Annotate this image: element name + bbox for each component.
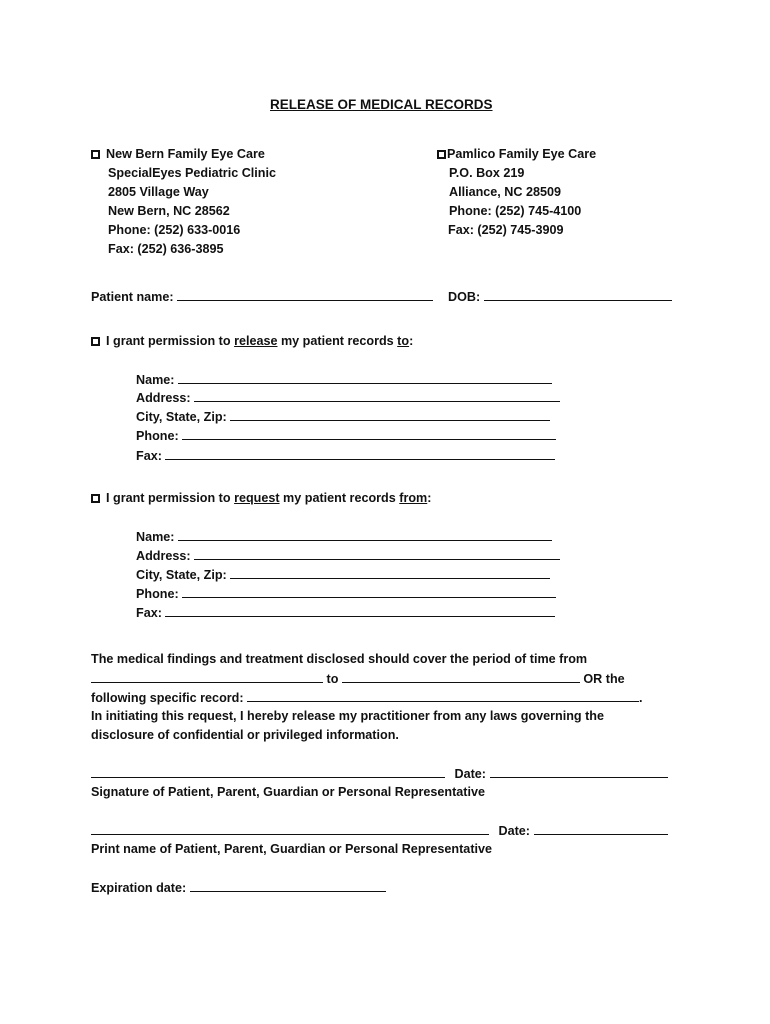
release-phone-field[interactable]	[182, 427, 556, 440]
patient-name-label: Patient name:	[91, 290, 174, 304]
request-text-mid: my patient records	[279, 491, 400, 505]
request-verb: request	[234, 491, 280, 505]
request-address-row	[136, 547, 560, 564]
release-city-label: City, State, Zip:	[136, 410, 227, 424]
clinic-right-pobox: P.O. Box 219	[449, 166, 525, 180]
specific-record-row	[91, 689, 643, 706]
request-phone-label: Phone:	[136, 587, 179, 601]
period-line-4: In initiating this request, I hereby release my practitioner from any laws governing the	[91, 709, 604, 723]
request-text-post: :	[427, 491, 432, 505]
clinic-right-name: Pamlico Family Eye Care	[447, 147, 597, 161]
release-name-field[interactable]	[178, 371, 552, 384]
clinic-left-address: 2805 Village Way	[108, 185, 209, 199]
release-text-post: :	[409, 334, 414, 348]
expiration-row	[91, 879, 386, 896]
release-name-label: Name:	[136, 373, 175, 387]
release-phone-row	[136, 427, 556, 444]
release-phone-label: Phone:	[136, 429, 179, 443]
request-phone-row	[136, 585, 556, 602]
request-text-pre: I grant permission to	[106, 491, 235, 505]
print-name-row	[91, 822, 668, 839]
clinic-left-option[interactable]	[91, 146, 265, 162]
print-name-field[interactable]	[91, 822, 489, 835]
print-name-date-label: Date:	[498, 824, 530, 838]
expiration-label: Expiration date:	[91, 881, 187, 895]
release-name-row	[136, 371, 552, 388]
request-address-field[interactable]	[194, 547, 560, 560]
request-name-label: Name:	[136, 530, 175, 544]
period-range-row	[91, 670, 625, 687]
release-checkbox[interactable]	[91, 337, 100, 346]
clinic-left-name: New Bern Family Eye Care	[106, 147, 265, 161]
signature-field[interactable]	[91, 765, 445, 778]
request-fax-row	[136, 604, 555, 621]
clinic-left-checkbox[interactable]	[91, 150, 100, 159]
clinic-left-city: New Bern, NC 28562	[108, 204, 230, 218]
request-fax-field[interactable]	[165, 604, 555, 617]
clinic-right-option[interactable]	[437, 146, 596, 162]
specific-record-label: following specific record:	[91, 691, 244, 705]
release-permission[interactable]	[91, 333, 413, 349]
request-city-row	[136, 566, 550, 583]
clinic-right-phone: Phone: (252) 745-4100	[449, 204, 582, 218]
request-name-field[interactable]	[178, 528, 552, 541]
request-checkbox[interactable]	[91, 494, 100, 503]
request-fax-label: Fax:	[136, 606, 162, 620]
patient-row	[91, 288, 433, 305]
clinic-right-checkbox[interactable]	[437, 150, 446, 159]
release-prep: to	[397, 334, 410, 348]
release-address-row	[136, 389, 560, 406]
release-text-pre: I grant permission to	[106, 334, 235, 348]
clinic-right-city: Alliance, NC 28509	[449, 185, 562, 199]
page-title: RELEASE OF MEDICAL RECORDS	[270, 97, 493, 112]
clinic-left-fax: Fax: (252) 636-3895	[108, 242, 224, 256]
period-from-field[interactable]	[91, 670, 323, 683]
release-fax-label: Fax:	[136, 449, 162, 463]
specific-record-period: .	[639, 691, 643, 705]
release-text-mid: my patient records	[277, 334, 398, 348]
request-prep: from	[399, 491, 428, 505]
dob-field[interactable]	[484, 288, 672, 301]
request-permission[interactable]	[91, 490, 431, 506]
request-address-label: Address:	[136, 549, 191, 563]
period-or-label: OR the	[583, 672, 625, 686]
period-to-field[interactable]	[342, 670, 580, 683]
dob-row	[448, 288, 672, 305]
signature-row	[91, 765, 668, 782]
release-city-field[interactable]	[230, 408, 550, 421]
period-to-label: to	[326, 672, 339, 686]
specific-record-field[interactable]	[247, 689, 639, 702]
signature-date-field[interactable]	[490, 765, 668, 778]
release-verb: release	[234, 334, 278, 348]
release-address-label: Address:	[136, 391, 191, 405]
request-city-label: City, State, Zip:	[136, 568, 227, 582]
release-fax-field[interactable]	[165, 447, 555, 460]
request-phone-field[interactable]	[182, 585, 556, 598]
clinic-left-line2: SpecialEyes Pediatric Clinic	[108, 166, 276, 180]
release-fax-row	[136, 447, 555, 464]
signature-caption: Signature of Patient, Parent, Guardian or Personal Representative	[91, 785, 486, 799]
period-line-1: The medical findings and treatment disclosed should cover the period of time from	[91, 652, 588, 666]
expiration-field[interactable]	[190, 879, 386, 892]
patient-name-field[interactable]	[177, 288, 433, 301]
dob-label: DOB:	[448, 290, 481, 304]
release-city-row	[136, 408, 550, 425]
request-name-row	[136, 528, 552, 545]
release-address-field[interactable]	[194, 389, 560, 402]
period-line-5: disclosure of confidential or privileged information.	[91, 728, 399, 742]
request-city-field[interactable]	[230, 566, 550, 579]
signature-date-label: Date:	[454, 767, 486, 781]
clinic-left-phone: Phone: (252) 633-0016	[108, 223, 241, 237]
print-name-caption: Print name of Patient, Parent, Guardian or Personal Representative	[91, 842, 493, 856]
print-name-date-field[interactable]	[534, 822, 668, 835]
clinic-right-fax: Fax: (252) 745-3909	[448, 223, 564, 237]
